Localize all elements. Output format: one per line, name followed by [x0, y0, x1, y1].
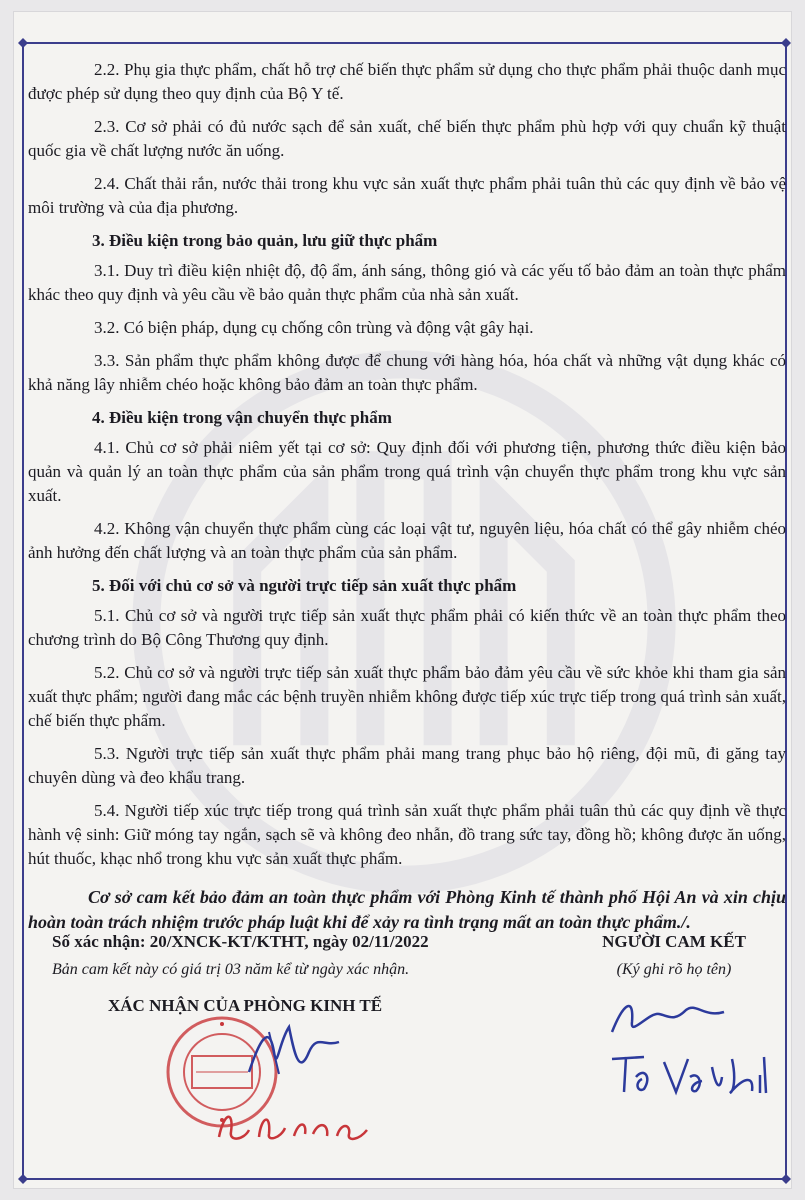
commitment-statement: Cơ sở cam kết bảo đảm an toàn thực phẩm với Phòng Kinh tế thành phố Hội An và xin chịu hoàn toàn trách nhiệm trước pháp luật khi để xảy ra tình trạng mất an toàn thực phẩm./.: [28, 887, 786, 932]
corner-ornament-tl: [18, 38, 28, 48]
committer-title: NGƯỜI CAM KẾT: [602, 932, 746, 951]
official-signature-mark: [239, 1012, 349, 1087]
committer-signature-mark: [604, 992, 734, 1042]
paragraph: 2.2. Phụ gia thực phẩm, chất hỗ trợ chế biến thực phẩm sử dụng cho thực phẩm phải thuộc danh mục được phép sử dụng theo quy định của Bộ Y tế.: [28, 60, 786, 103]
section-heading: 5. Đối với chủ cơ sở và người trực tiếp sản xuất thực phẩm: [92, 576, 517, 595]
paragraph: 2.3. Cơ sở phải có đủ nước sạch để sản xuất, chế biến thực phẩm phù hợp với quy chuẩn kỹ thuật quốc gia về chất lượng nước ăn uống.: [28, 117, 786, 160]
official-name-handwritten: [209, 1102, 379, 1147]
validity-note: Bản cam kết này có giá trị 03 năm kể từ ngày xác nhận.: [52, 961, 410, 978]
confirmation-number: Số xác nhận: 20/XNCK-KT/KTHT, ngày 02/11/2022: [52, 932, 429, 951]
paragraph: 4.1. Chủ cơ sở phải niêm yết tại cơ sở: Quy định đối với phương tiện, phương thức điều kiện bảo quản và quản lý an toàn thực phẩm của sản phẩm trong quá trình vận chuyển thực phẩm trong khu vực sản xuất.: [28, 438, 786, 505]
document-body: [28, 58, 786, 935]
corner-ornament-bl: [18, 1174, 28, 1184]
office-confirmation-title: XÁC NHẬN CỦA PHÒNG KINH TẾ: [108, 996, 383, 1015]
corner-ornament-br: [781, 1174, 791, 1184]
corner-ornament-tr: [781, 38, 791, 48]
paragraph: 5.2. Chủ cơ sở và người trực tiếp sản xuất thực phẩm bảo đảm yêu cầu về sức khỏe khi tham gia sản xuất thực phẩm; người đang mắc các bệnh truyền nhiễm không được tiếp xúc trực tiếp trong quá trình sản xuất, chế biến thực phẩm.: [28, 663, 786, 730]
signature-instruction: (Ký ghi rõ họ tên): [616, 961, 732, 978]
section-heading: 4. Điều kiện trong vận chuyển thực phẩm: [92, 408, 392, 427]
section-heading: 3. Điều kiện trong bảo quản, lưu giữ thực phẩm: [92, 231, 438, 250]
paragraph: 5.4. Người tiếp xúc trực tiếp trong quá trình sản xuất thực phẩm phải tuân thủ các quy định về thực hành vệ sinh: Giữ móng tay ngắn, sạch sẽ và không đeo nhẫn, đồ trang sức tay, đồng hồ; không được ăn uống, hút thuốc, khạc nhổ trong khu vực sản xuất thực phẩm.: [28, 801, 786, 868]
paragraph: 2.4. Chất thải rắn, nước thải trong khu vực sản xuất thực phẩm phải tuân thủ các quy định về bảo vệ môi trường và của địa phương.: [28, 174, 786, 217]
paragraph: 5.1. Chủ cơ sở và người trực tiếp sản xuất thực phẩm phải có kiến thức về an toàn thực phẩm theo chương trình do Bộ Công Thương quy định.: [28, 606, 786, 649]
paragraph: 3.2. Có biện pháp, dụng cụ chống côn trùng và động vật gây hại.: [94, 318, 534, 337]
paragraph: 4.2. Không vận chuyển thực phẩm cùng các loại vật tư, nguyên liệu, hóa chất có thể gây nhiễm chéo ảnh hưởng đến chất lượng và an toàn thực phẩm của sản phẩm.: [28, 519, 786, 562]
confirmation-block: [52, 930, 532, 982]
committer-block: [574, 930, 774, 982]
paragraph: 3.1. Duy trì điều kiện nhiệt độ, độ ẩm, ánh sáng, thông gió và các yếu tố bảo đảm an toàn thực phẩm khác theo quy định và yêu cầu về bảo quản thực phẩm của nhà sản xuất.: [28, 261, 786, 304]
paragraph: 5.3. Người trực tiếp sản xuất thực phẩm phải mang trang phục bảo hộ riêng, đội mũ, đi găng tay chuyên dùng và đeo khẩu trang.: [28, 744, 786, 787]
committer-name-handwritten: [604, 1047, 774, 1102]
document-page: [14, 12, 791, 1188]
paragraph: 3.3. Sản phẩm thực phẩm không được để chung với hàng hóa, hóa chất và những vật dụng khác có khả năng lây nhiễm chéo hoặc không bảo đảm an toàn thực phẩm.: [28, 351, 786, 394]
